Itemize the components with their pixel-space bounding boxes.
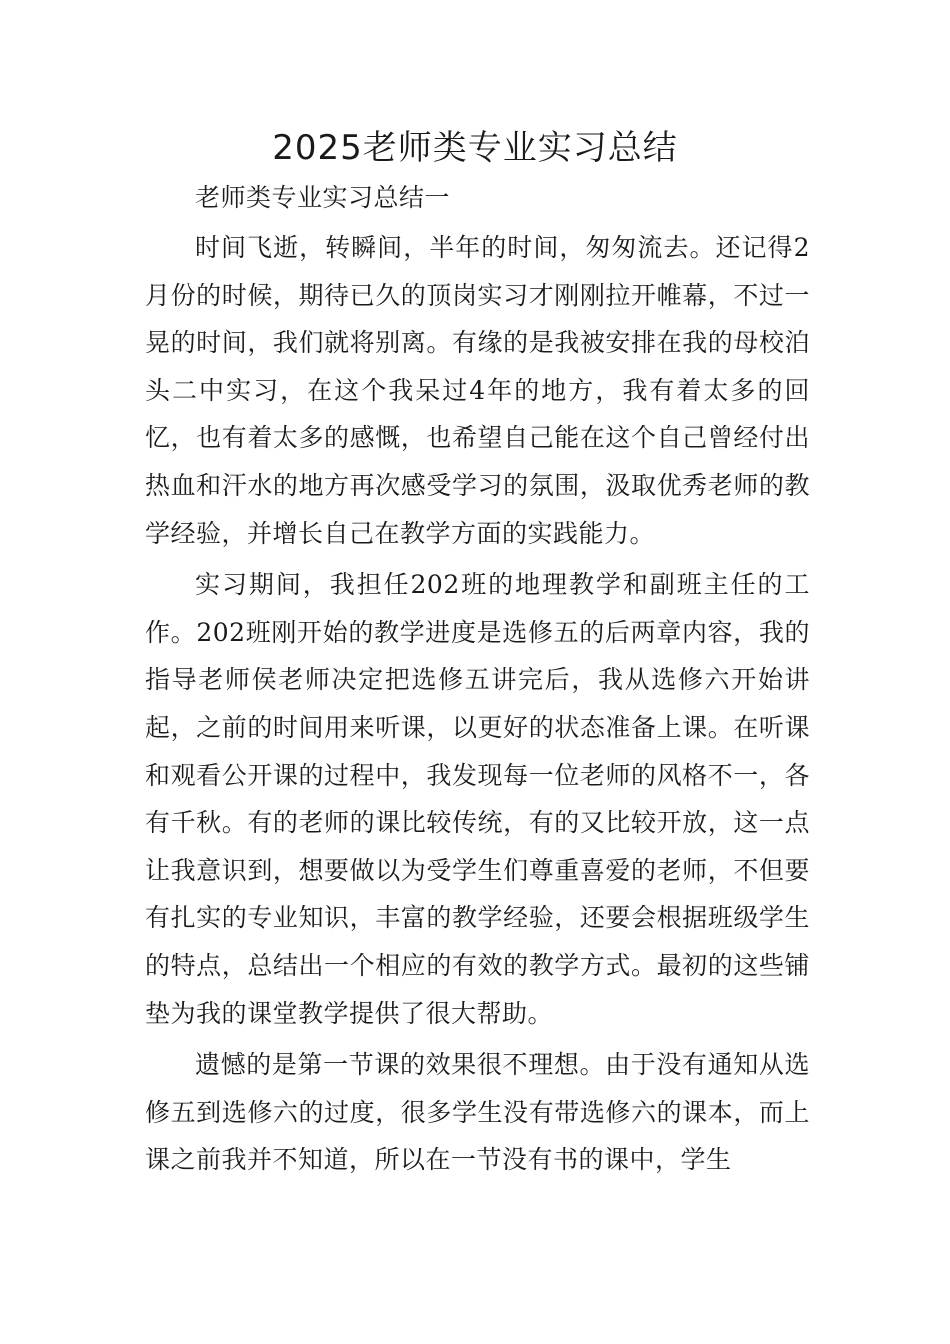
document-body	[145, 176, 810, 1184]
document-title: 2025老师类专业实习总结	[272, 128, 678, 168]
paragraph-3: 遗憾的是第一节课的效果很不理想。由于没有通知从选修五到选修六的过度，很多学生没有带选修六的课本，而上课之前我并不知道，所以在一节没有书的课中，学生	[145, 1050, 810, 1175]
section-subtitle: 老师类专业实习总结一	[195, 183, 451, 212]
paragraph-1: 时间飞逝，转瞬间，半年的时间，匆匆流去。还记得2月份的时候，期待已久的顶岗实习才刚刚拉开帷幕，不过一晃的时间，我们就将别离。有缘的是我被安排在我的母校泊头二中实习，在这个我呆过4年的地方，我有着太多的回忆，也有着太多的感慨，也希望自己能在这个自己曾经付出热血和汗水的地方再次感受学习的氛围，汲取优秀老师的教学经验，并增长自己在教学方面的实践能力。	[145, 233, 810, 548]
paragraph-2: 实习期间，我担任202班的地理教学和副班主任的工作。202班刚开始的教学进度是选修五的后两章内容，我的指导老师侯老师决定把选修五讲完后，我从选修六开始讲起，之前的时间用来听课，以更好的状态准备上课。在听课和观看公开课的过程中，我发现每一位老师的风格不一，各有千秋。有的老师的课比较传统，有的又比较开放，这一点让我意识到，想要做以为受学生们尊重喜爱的老师，不但要有扎实的专业知识，丰富的教学经验，还要会根据班级学生的特点，总结出一个相应的有效的教学方式。最初的这些铺垫为我的课堂教学提供了很大帮助。	[145, 570, 810, 1028]
